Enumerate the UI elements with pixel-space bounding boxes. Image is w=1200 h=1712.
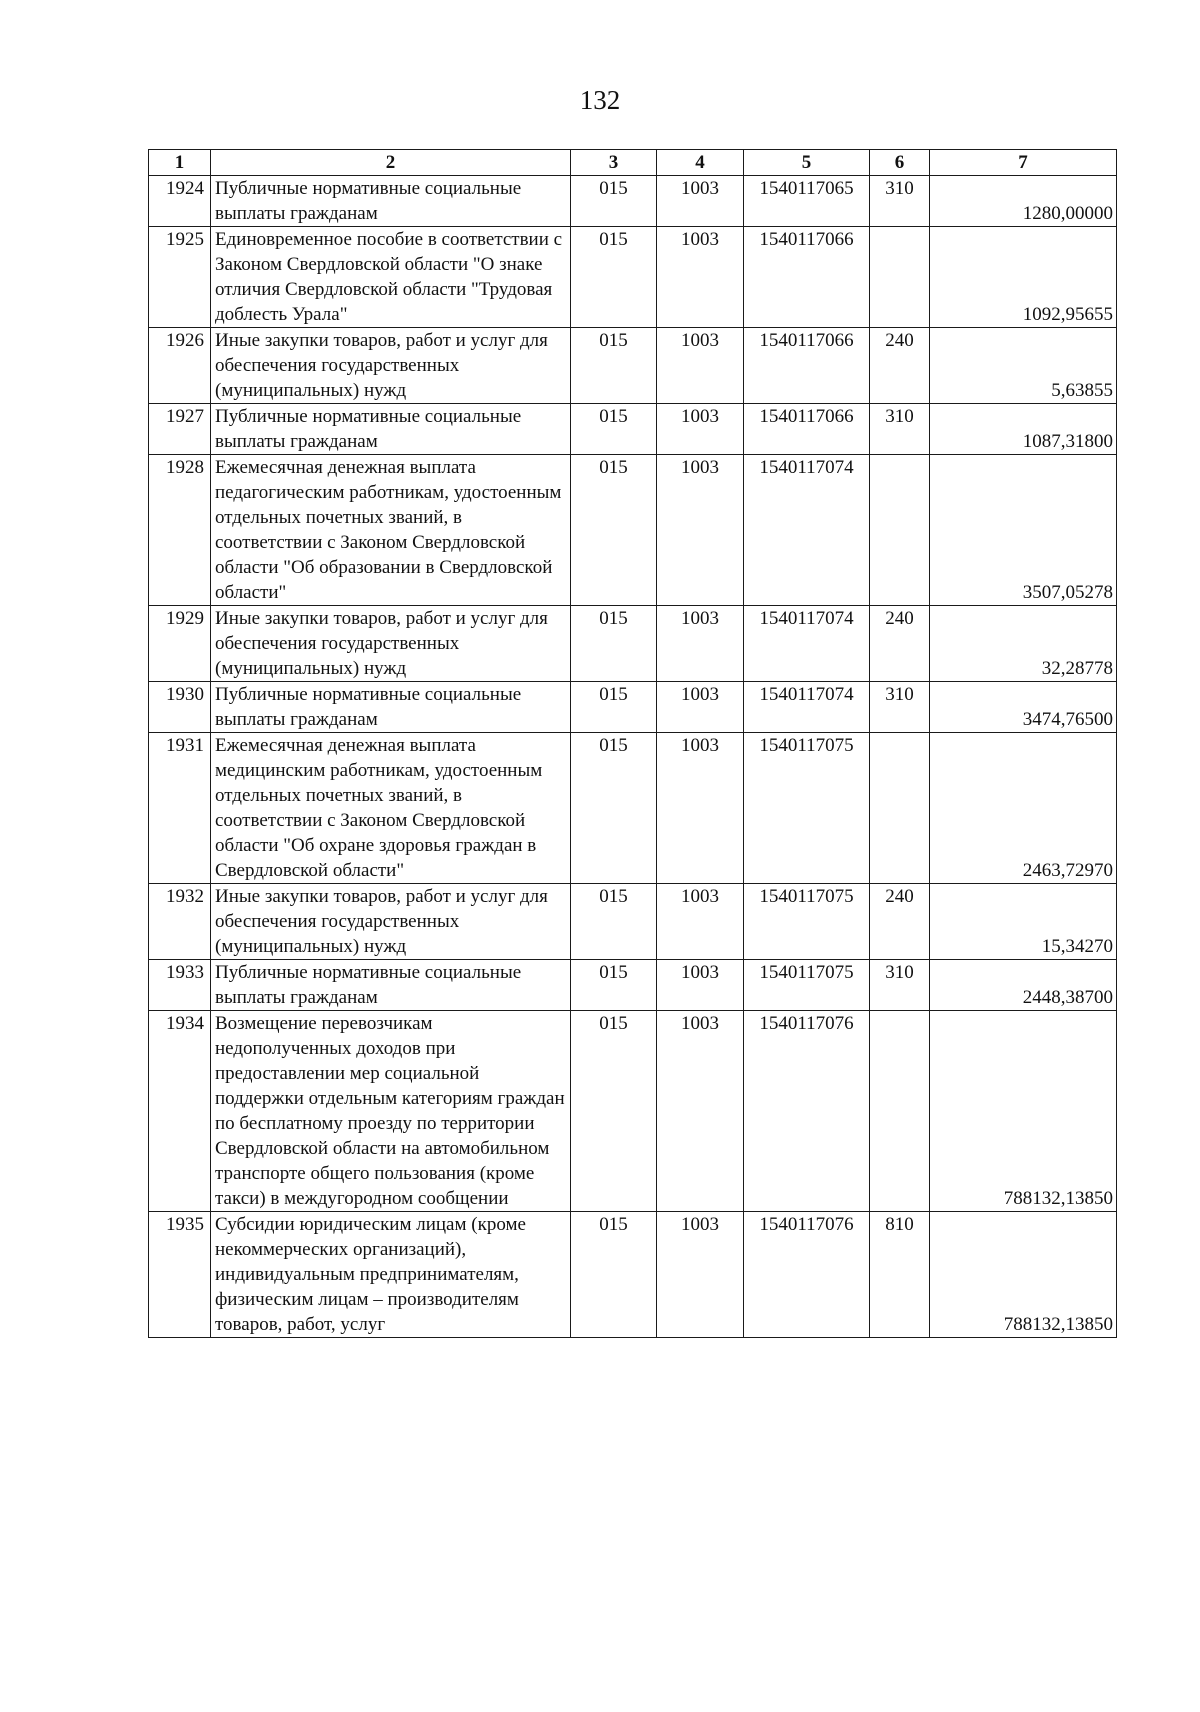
table-row <box>149 733 1117 884</box>
header-col-7: 7 <box>930 150 1117 176</box>
row-code-4: 1003 <box>657 884 744 960</box>
row-name: Публичные нормативные социальные выплаты гражданам <box>211 176 571 227</box>
row-number: 1927 <box>149 404 211 455</box>
header-col-6: 6 <box>870 150 930 176</box>
row-code-3: 015 <box>571 227 657 328</box>
row-amount: 1280,00000 <box>930 176 1117 227</box>
row-amount: 2448,38700 <box>930 960 1117 1011</box>
row-code-6 <box>870 455 930 606</box>
table-row <box>149 227 1117 328</box>
row-name: Иные закупки товаров, работ и услуг для обеспечения государственных (муниципальных) нужд <box>211 328 571 404</box>
row-code-5: 1540117075 <box>744 884 870 960</box>
row-code-6: 240 <box>870 884 930 960</box>
row-code-3: 015 <box>571 1212 657 1338</box>
row-code-3: 015 <box>571 1011 657 1212</box>
table-row <box>149 1212 1117 1338</box>
row-code-6 <box>870 733 930 884</box>
row-amount: 3507,05278 <box>930 455 1117 606</box>
row-amount: 1092,95655 <box>930 227 1117 328</box>
row-name: Иные закупки товаров, работ и услуг для обеспечения государственных (муниципальных) нужд <box>211 884 571 960</box>
row-name: Ежемесячная денежная выплата педагогическим работникам, удостоенным отдельных почетных званий, в соответствии с Законом Свердловской области "Об образовании в Свердловской области" <box>211 455 571 606</box>
row-number: 1931 <box>149 733 211 884</box>
row-code-4: 1003 <box>657 227 744 328</box>
row-name: Публичные нормативные социальные выплаты гражданам <box>211 682 571 733</box>
row-code-5: 1540117066 <box>744 328 870 404</box>
row-amount: 788132,13850 <box>930 1212 1117 1338</box>
row-code-3: 015 <box>571 960 657 1011</box>
row-amount: 32,28778 <box>930 606 1117 682</box>
row-name: Ежемесячная денежная выплата медицинским работникам, удостоенным отдельных почетных званий, в соответствии с Законом Свердловской области "Об охране здоровья граждан в Свердловской области" <box>211 733 571 884</box>
row-code-6: 240 <box>870 606 930 682</box>
row-code-6: 310 <box>870 176 930 227</box>
row-code-5: 1540117076 <box>744 1011 870 1212</box>
row-number: 1929 <box>149 606 211 682</box>
table-row <box>149 455 1117 606</box>
budget-table <box>148 149 1117 1338</box>
table-row <box>149 960 1117 1011</box>
row-code-5: 1540117075 <box>744 733 870 884</box>
row-code-6: 310 <box>870 682 930 733</box>
row-code-3: 015 <box>571 884 657 960</box>
row-code-5: 1540117066 <box>744 404 870 455</box>
table-row <box>149 1011 1117 1212</box>
row-code-3: 015 <box>571 176 657 227</box>
row-code-6: 310 <box>870 404 930 455</box>
row-number: 1934 <box>149 1011 211 1212</box>
row-number: 1924 <box>149 176 211 227</box>
row-code-3: 015 <box>571 455 657 606</box>
row-code-4: 1003 <box>657 733 744 884</box>
table-row <box>149 176 1117 227</box>
table-row <box>149 606 1117 682</box>
row-code-3: 015 <box>571 733 657 884</box>
row-code-5: 1540117074 <box>744 455 870 606</box>
row-number: 1930 <box>149 682 211 733</box>
row-code-6 <box>870 1011 930 1212</box>
row-code-3: 015 <box>571 328 657 404</box>
row-code-4: 1003 <box>657 1212 744 1338</box>
row-amount: 15,34270 <box>930 884 1117 960</box>
row-amount: 3474,76500 <box>930 682 1117 733</box>
row-number: 1933 <box>149 960 211 1011</box>
row-code-4: 1003 <box>657 960 744 1011</box>
row-code-4: 1003 <box>657 404 744 455</box>
row-amount: 2463,72970 <box>930 733 1117 884</box>
row-code-4: 1003 <box>657 606 744 682</box>
row-code-3: 015 <box>571 606 657 682</box>
table-row <box>149 404 1117 455</box>
row-code-6: 310 <box>870 960 930 1011</box>
page-number: 132 <box>579 85 621 115</box>
table-row <box>149 884 1117 960</box>
row-code-6 <box>870 227 930 328</box>
row-code-6: 240 <box>870 328 930 404</box>
row-name: Публичные нормативные социальные выплаты гражданам <box>211 404 571 455</box>
row-amount: 1087,31800 <box>930 404 1117 455</box>
row-code-4: 1003 <box>657 1011 744 1212</box>
row-number: 1935 <box>149 1212 211 1338</box>
row-code-6: 810 <box>870 1212 930 1338</box>
row-code-4: 1003 <box>657 682 744 733</box>
row-number: 1925 <box>149 227 211 328</box>
row-name: Возмещение перевозчикам недополученных доходов при предоставлении мер социальной поддержки отдельным категориям граждан по бесплатному проезду по территории Свердловской области на автомобильном транспорте общего пользования (кроме такси) в междугородном сообщении <box>211 1011 571 1212</box>
table-header-row <box>149 150 1117 176</box>
row-code-5: 1540117066 <box>744 227 870 328</box>
row-code-5: 1540117074 <box>744 682 870 733</box>
row-number: 1932 <box>149 884 211 960</box>
row-code-5: 1540117074 <box>744 606 870 682</box>
row-name: Иные закупки товаров, работ и услуг для обеспечения государственных (муниципальных) нужд <box>211 606 571 682</box>
header-col-3: 3 <box>571 150 657 176</box>
header-col-5: 5 <box>744 150 870 176</box>
row-code-4: 1003 <box>657 176 744 227</box>
row-code-5: 1540117065 <box>744 176 870 227</box>
row-name: Публичные нормативные социальные выплаты гражданам <box>211 960 571 1011</box>
row-code-4: 1003 <box>657 328 744 404</box>
row-name: Субсидии юридическим лицам (кроме некоммерческих организаций), индивидуальным предпринимателям, физическим лицам – производителям товаров, работ, услуг <box>211 1212 571 1338</box>
row-code-3: 015 <box>571 404 657 455</box>
row-name: Единовременное пособие в соответствии с Законом Свердловской области "О знаке отличия Свердловской области "Трудовая доблесть Урала" <box>211 227 571 328</box>
row-code-3: 015 <box>571 682 657 733</box>
row-amount: 788132,13850 <box>930 1011 1117 1212</box>
row-number: 1926 <box>149 328 211 404</box>
header-col-1: 1 <box>149 150 211 176</box>
row-amount: 5,63855 <box>930 328 1117 404</box>
row-number: 1928 <box>149 455 211 606</box>
table-row <box>149 328 1117 404</box>
header-col-4: 4 <box>657 150 744 176</box>
row-code-5: 1540117076 <box>744 1212 870 1338</box>
table-row <box>149 682 1117 733</box>
row-code-5: 1540117075 <box>744 960 870 1011</box>
row-code-4: 1003 <box>657 455 744 606</box>
header-col-2: 2 <box>211 150 571 176</box>
